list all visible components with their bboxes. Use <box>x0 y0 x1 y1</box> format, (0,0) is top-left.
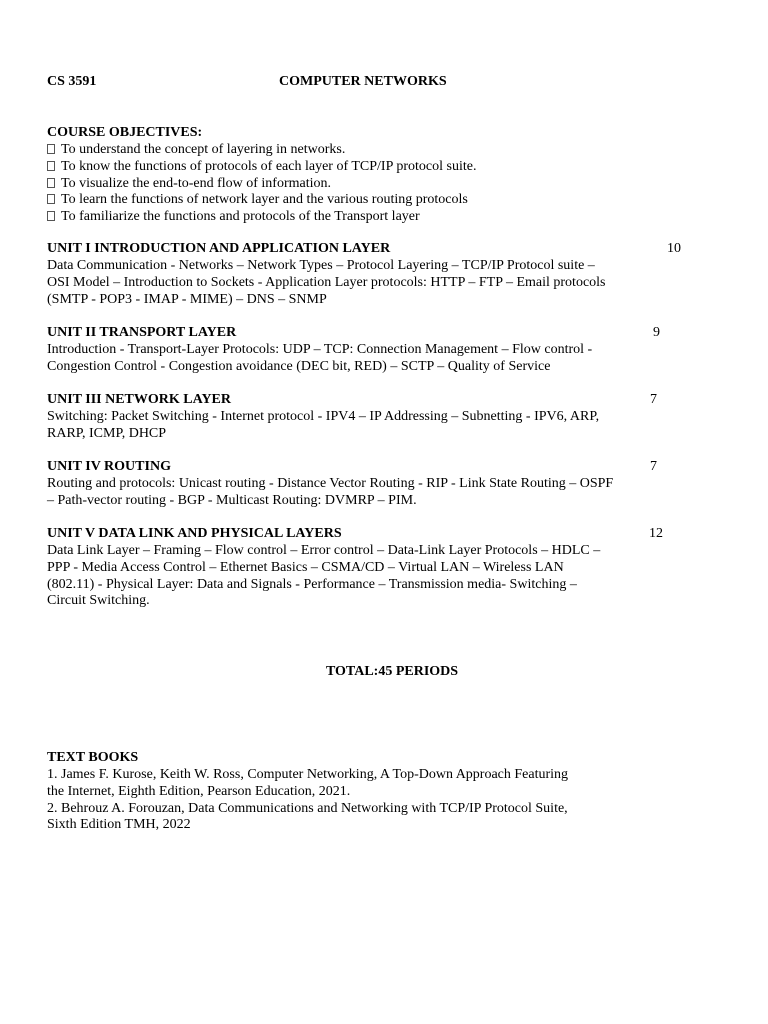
unit-title: UNIT I INTRODUCTION AND APPLICATION LAYER <box>47 241 391 256</box>
unit-content-line: Circuit Switching. <box>47 593 150 609</box>
unit-title: UNIT III NETWORK LAYER <box>47 392 231 407</box>
unit-4 <box>47 459 687 510</box>
textbook-line: 1. James F. Kurose, Keith W. Ross, Computer Networking, A Top-Down Approach Featuring <box>47 767 569 782</box>
unit-content-line: PPP - Media Access Control – Ethernet Basics – CSMA/CD – Virtual LAN – Wireless LAN <box>47 559 564 575</box>
unit-5 <box>47 526 687 610</box>
unit-2 <box>47 325 687 376</box>
unit-hours: 12 <box>649 526 663 541</box>
unit-content-line: Congestion Control - Congestion avoidance (DEC bit, RED) – SCTP – Quality of Service <box>47 358 551 374</box>
text-books <box>47 750 687 834</box>
textbook-line: Sixth Edition TMH, 2022 <box>47 817 191 833</box>
objectives-heading: COURSE OBJECTIVES: <box>47 125 203 140</box>
unit-content-line: Routing and protocols: Unicast routing - Distance Vector Routing - RIP - Link State Routing – OSPF <box>47 476 614 491</box>
unit-hours: 10 <box>667 241 681 256</box>
unit-content-line: (802.11) - Physical Layer: Data and Signals - Performance – Transmission media- Switching – <box>47 576 577 592</box>
checkbox-icon <box>47 144 55 154</box>
unit-content-line: RARP, ICMP, DHCP <box>47 425 167 441</box>
unit-content-line: Introduction - Transport-Layer Protocols: UDP – TCP: Connection Management – Flow control - <box>47 342 593 357</box>
unit-content-line: Data Link Layer – Framing – Flow control – Error control – Data-Link Layer Protocols – HDLC – <box>47 543 601 558</box>
checkbox-icon <box>47 194 55 204</box>
course-title: COMPUTER NETWORKS <box>279 74 447 89</box>
course-code: CS 3591 <box>47 74 97 89</box>
unit-1 <box>47 241 687 308</box>
objective-item: To understand the concept of layering in networks. <box>47 142 687 159</box>
unit-title: UNIT II TRANSPORT LAYER <box>47 325 237 340</box>
unit-hours: 9 <box>653 325 660 340</box>
unit-title: UNIT V DATA LINK AND PHYSICAL LAYERS <box>47 526 342 541</box>
objective-item: To familiarize the functions and protocols of the Transport layer <box>47 209 687 226</box>
checkbox-icon <box>47 178 55 188</box>
objective-item: To visualize the end-to-end flow of information. <box>47 176 687 193</box>
checkbox-icon <box>47 211 55 221</box>
checkbox-icon <box>47 161 55 171</box>
unit-content-line: OSI Model – Introduction to Sockets - Application Layer protocols: HTTP – FTP – Email protocols <box>47 274 606 290</box>
unit-hours: 7 <box>650 392 657 407</box>
unit-hours: 7 <box>650 459 657 474</box>
total-periods: TOTAL:45 PERIODS <box>325 664 459 679</box>
unit-3 <box>47 392 687 443</box>
textbook-line: 2. Behrouz A. Forouzan, Data Communications and Networking with TCP/IP Protocol Suite, <box>47 800 568 816</box>
objective-item: To learn the functions of network layer and the various routing protocols <box>47 192 687 209</box>
unit-content-line: Switching: Packet Switching - Internet protocol - IPV4 – IP Addressing – Subnetting - IPV6, ARP, <box>47 409 600 424</box>
course-header <box>47 74 727 92</box>
unit-content-line: Data Communication - Networks – Network Types – Protocol Layering – TCP/IP Protocol suite – <box>47 258 595 273</box>
unit-title: UNIT IV ROUTING <box>47 459 171 474</box>
textbook-line: the Internet, Eighth Edition, Pearson Education, 2021. <box>47 783 351 799</box>
course-objectives <box>47 125 687 226</box>
unit-content-line: – Path-vector routing - BGP - Multicast Routing: DVMRP – PIM. <box>47 492 417 508</box>
unit-content-line: (SMTP - POP3 - IMAP - MIME) – DNS – SNMP <box>47 291 327 307</box>
objective-item: To know the functions of protocols of each layer of TCP/IP protocol suite. <box>47 159 687 176</box>
textbooks-heading: TEXT BOOKS <box>47 750 139 765</box>
